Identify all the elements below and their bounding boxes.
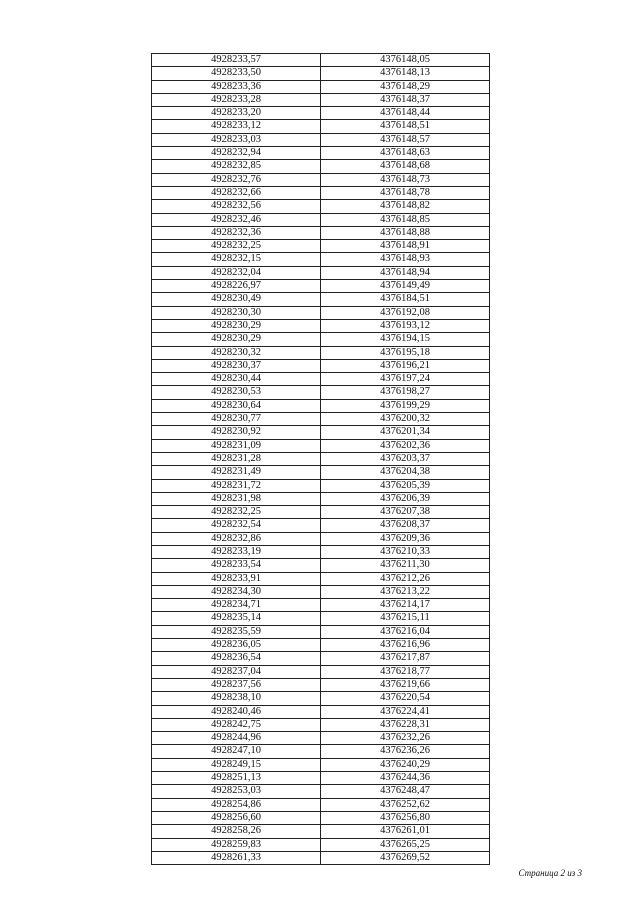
y-coordinate-cell: 4376199,29 [321, 399, 490, 412]
table-row [152, 346, 490, 359]
x-coordinate-cell: 4928237,56 [152, 678, 321, 691]
y-coordinate-cell: 4376208,37 [321, 519, 490, 532]
table-row [152, 266, 490, 279]
table-row [152, 665, 490, 678]
y-coordinate-cell: 4376228,31 [321, 718, 490, 731]
table-row [152, 572, 490, 585]
table-row [152, 280, 490, 293]
table-row [152, 825, 490, 838]
table-row [152, 599, 490, 612]
y-coordinate-cell: 4376148,73 [321, 173, 490, 186]
x-coordinate-cell: 4928232,04 [152, 266, 321, 279]
table-row [152, 466, 490, 479]
table-row [152, 718, 490, 731]
y-coordinate-cell: 4376148,82 [321, 200, 490, 213]
y-coordinate-cell: 4376184,51 [321, 293, 490, 306]
table-row [152, 838, 490, 851]
x-coordinate-cell: 4928230,77 [152, 413, 321, 426]
y-coordinate-cell: 4376148,57 [321, 133, 490, 146]
x-coordinate-cell: 4928226,97 [152, 280, 321, 293]
x-coordinate-cell: 4928232,36 [152, 226, 321, 239]
y-coordinate-cell: 4376148,44 [321, 107, 490, 120]
y-coordinate-cell: 4376198,27 [321, 386, 490, 399]
x-coordinate-cell: 4928230,44 [152, 373, 321, 386]
table-row [152, 399, 490, 412]
x-coordinate-cell: 4928234,30 [152, 585, 321, 598]
x-coordinate-cell: 4928231,72 [152, 479, 321, 492]
coordinates-table [151, 53, 490, 865]
table-row [152, 745, 490, 758]
y-coordinate-cell: 4376148,78 [321, 186, 490, 199]
table-row [152, 67, 490, 80]
table-row [152, 426, 490, 439]
table-row [152, 160, 490, 173]
x-coordinate-cell: 4928251,13 [152, 772, 321, 785]
y-coordinate-cell: 4376203,37 [321, 452, 490, 465]
table-row [152, 585, 490, 598]
x-coordinate-cell: 4928233,54 [152, 559, 321, 572]
table-row [152, 692, 490, 705]
y-coordinate-cell: 4376211,30 [321, 559, 490, 572]
y-coordinate-cell: 4376200,32 [321, 413, 490, 426]
x-coordinate-cell: 4928233,28 [152, 93, 321, 106]
y-coordinate-cell: 4376149,49 [321, 280, 490, 293]
x-coordinate-cell: 4928232,86 [152, 532, 321, 545]
x-coordinate-cell: 4928259,83 [152, 838, 321, 851]
y-coordinate-cell: 4376204,38 [321, 466, 490, 479]
x-coordinate-cell: 4928232,66 [152, 186, 321, 199]
table-row [152, 80, 490, 93]
y-coordinate-cell: 4376210,33 [321, 545, 490, 558]
x-coordinate-cell: 4928230,49 [152, 293, 321, 306]
y-coordinate-cell: 4376261,01 [321, 825, 490, 838]
x-coordinate-cell: 4928230,29 [152, 319, 321, 332]
y-coordinate-cell: 4376216,04 [321, 625, 490, 638]
y-coordinate-cell: 4376148,37 [321, 93, 490, 106]
x-coordinate-cell: 4928231,49 [152, 466, 321, 479]
table-row [152, 107, 490, 120]
x-coordinate-cell: 4928233,20 [152, 107, 321, 120]
table-row [152, 798, 490, 811]
x-coordinate-cell: 4928237,04 [152, 665, 321, 678]
x-coordinate-cell: 4928230,92 [152, 426, 321, 439]
x-coordinate-cell: 4928233,91 [152, 572, 321, 585]
x-coordinate-cell: 4928232,25 [152, 506, 321, 519]
x-coordinate-cell: 4928242,75 [152, 718, 321, 731]
x-coordinate-cell: 4928230,32 [152, 346, 321, 359]
table-row [152, 306, 490, 319]
x-coordinate-cell: 4928244,96 [152, 732, 321, 745]
x-coordinate-cell: 4928233,36 [152, 80, 321, 93]
table-row [152, 293, 490, 306]
x-coordinate-cell: 4928230,64 [152, 399, 321, 412]
x-coordinate-cell: 4928238,10 [152, 692, 321, 705]
table-row [152, 253, 490, 266]
table-row [152, 213, 490, 226]
x-coordinate-cell: 4928232,56 [152, 200, 321, 213]
x-coordinate-cell: 4928247,10 [152, 745, 321, 758]
x-coordinate-cell: 4928233,03 [152, 133, 321, 146]
x-coordinate-cell: 4928232,85 [152, 160, 321, 173]
table-row [152, 439, 490, 452]
coordinates-table-body [152, 54, 490, 865]
table-row [152, 545, 490, 558]
y-coordinate-cell: 4376214,17 [321, 599, 490, 612]
y-coordinate-cell: 4376218,77 [321, 665, 490, 678]
y-coordinate-cell: 4376265,25 [321, 838, 490, 851]
y-coordinate-cell: 4376209,36 [321, 532, 490, 545]
x-coordinate-cell: 4928232,94 [152, 147, 321, 160]
x-coordinate-cell: 4928232,76 [152, 173, 321, 186]
table-row [152, 373, 490, 386]
y-coordinate-cell: 4376207,38 [321, 506, 490, 519]
table-row [152, 120, 490, 133]
table-row [152, 559, 490, 572]
x-coordinate-cell: 4928233,19 [152, 545, 321, 558]
x-coordinate-cell: 4928256,60 [152, 811, 321, 824]
table-row [152, 492, 490, 505]
table-row [152, 319, 490, 332]
y-coordinate-cell: 4376148,63 [321, 147, 490, 160]
y-coordinate-cell: 4376148,29 [321, 80, 490, 93]
table-row [152, 612, 490, 625]
table-row [152, 452, 490, 465]
table-row [152, 333, 490, 346]
y-coordinate-cell: 4376192,08 [321, 306, 490, 319]
y-coordinate-cell: 4376148,94 [321, 266, 490, 279]
x-coordinate-cell: 4928233,50 [152, 67, 321, 80]
y-coordinate-cell: 4376148,05 [321, 54, 490, 67]
y-coordinate-cell: 4376148,91 [321, 240, 490, 253]
y-coordinate-cell: 4376205,39 [321, 479, 490, 492]
table-row [152, 54, 490, 67]
table-row [152, 413, 490, 426]
table-row [152, 186, 490, 199]
x-coordinate-cell: 4928230,29 [152, 333, 321, 346]
x-coordinate-cell: 4928232,46 [152, 213, 321, 226]
y-coordinate-cell: 4376197,24 [321, 373, 490, 386]
y-coordinate-cell: 4376201,34 [321, 426, 490, 439]
y-coordinate-cell: 4376220,54 [321, 692, 490, 705]
x-coordinate-cell: 4928231,98 [152, 492, 321, 505]
table-row [152, 639, 490, 652]
y-coordinate-cell: 4376217,87 [321, 652, 490, 665]
y-coordinate-cell: 4376252,62 [321, 798, 490, 811]
y-coordinate-cell: 4376248,47 [321, 785, 490, 798]
y-coordinate-cell: 4376195,18 [321, 346, 490, 359]
table-row [152, 652, 490, 665]
table-row [152, 625, 490, 638]
table-row [152, 93, 490, 106]
y-coordinate-cell: 4376148,88 [321, 226, 490, 239]
y-coordinate-cell: 4376193,12 [321, 319, 490, 332]
table-row [152, 240, 490, 253]
y-coordinate-cell: 4376202,36 [321, 439, 490, 452]
table-row [152, 200, 490, 213]
table-row [152, 506, 490, 519]
y-coordinate-cell: 4376212,26 [321, 572, 490, 585]
x-coordinate-cell: 4928258,26 [152, 825, 321, 838]
x-coordinate-cell: 4928261,33 [152, 851, 321, 864]
y-coordinate-cell: 4376224,41 [321, 705, 490, 718]
x-coordinate-cell: 4928235,59 [152, 625, 321, 638]
table-row [152, 678, 490, 691]
table-row [152, 532, 490, 545]
table-row [152, 133, 490, 146]
y-coordinate-cell: 4376256,80 [321, 811, 490, 824]
y-coordinate-cell: 4376148,13 [321, 67, 490, 80]
table-row [152, 519, 490, 532]
x-coordinate-cell: 4928233,57 [152, 54, 321, 67]
table-row [152, 226, 490, 239]
x-coordinate-cell: 4928232,25 [152, 240, 321, 253]
x-coordinate-cell: 4928236,54 [152, 652, 321, 665]
y-coordinate-cell: 4376269,52 [321, 851, 490, 864]
x-coordinate-cell: 4928231,28 [152, 452, 321, 465]
y-coordinate-cell: 4376219,66 [321, 678, 490, 691]
table-row [152, 811, 490, 824]
x-coordinate-cell: 4928230,30 [152, 306, 321, 319]
table-row [152, 758, 490, 771]
table-row [152, 173, 490, 186]
y-coordinate-cell: 4376196,21 [321, 359, 490, 372]
y-coordinate-cell: 4376148,93 [321, 253, 490, 266]
x-coordinate-cell: 4928234,71 [152, 599, 321, 612]
x-coordinate-cell: 4928253,03 [152, 785, 321, 798]
x-coordinate-cell: 4928230,37 [152, 359, 321, 372]
x-coordinate-cell: 4928235,14 [152, 612, 321, 625]
page-number: Страница 2 из 3 [518, 868, 582, 878]
table-row [152, 732, 490, 745]
y-coordinate-cell: 4376148,85 [321, 213, 490, 226]
x-coordinate-cell: 4928254,86 [152, 798, 321, 811]
y-coordinate-cell: 4376215,11 [321, 612, 490, 625]
table-row [152, 386, 490, 399]
x-coordinate-cell: 4928230,53 [152, 386, 321, 399]
y-coordinate-cell: 4376194,15 [321, 333, 490, 346]
table-row [152, 479, 490, 492]
y-coordinate-cell: 4376148,68 [321, 160, 490, 173]
table-row [152, 785, 490, 798]
y-coordinate-cell: 4376206,39 [321, 492, 490, 505]
x-coordinate-cell: 4928232,54 [152, 519, 321, 532]
table-row [152, 851, 490, 864]
x-coordinate-cell: 4928236,05 [152, 639, 321, 652]
y-coordinate-cell: 4376236,26 [321, 745, 490, 758]
y-coordinate-cell: 4376148,51 [321, 120, 490, 133]
x-coordinate-cell: 4928249,15 [152, 758, 321, 771]
table-row [152, 359, 490, 372]
y-coordinate-cell: 4376244,36 [321, 772, 490, 785]
x-coordinate-cell: 4928240,46 [152, 705, 321, 718]
table-row [152, 147, 490, 160]
y-coordinate-cell: 4376232,26 [321, 732, 490, 745]
table-row [152, 705, 490, 718]
table-row [152, 772, 490, 785]
y-coordinate-cell: 4376216,96 [321, 639, 490, 652]
y-coordinate-cell: 4376213,22 [321, 585, 490, 598]
x-coordinate-cell: 4928233,12 [152, 120, 321, 133]
y-coordinate-cell: 4376240,29 [321, 758, 490, 771]
x-coordinate-cell: 4928232,15 [152, 253, 321, 266]
x-coordinate-cell: 4928231,09 [152, 439, 321, 452]
